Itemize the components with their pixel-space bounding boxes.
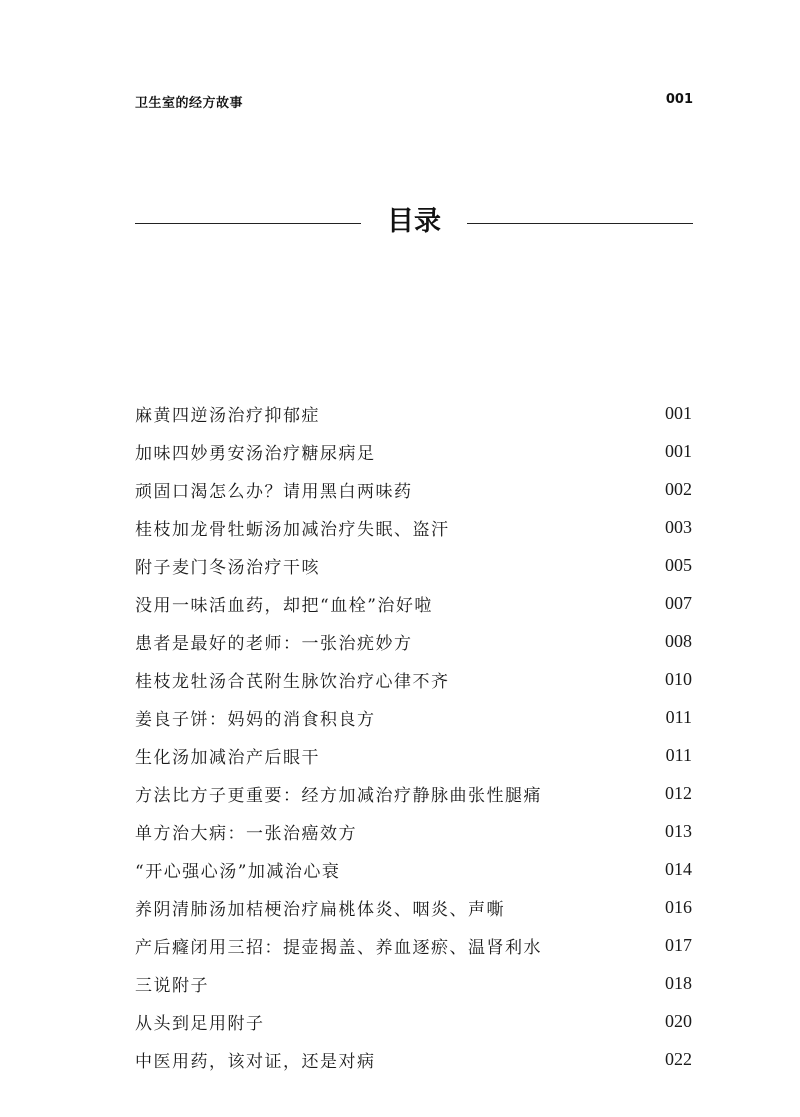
book-title: 卫生室的经方故事 (135, 96, 244, 111)
toc-entry-page: 016 (665, 896, 692, 917)
toc-entry[interactable] (135, 774, 692, 812)
toc-entry-page: 022 (665, 1048, 692, 1069)
toc-entry[interactable] (135, 698, 692, 736)
heading-rule-right (467, 223, 693, 224)
toc-entry[interactable] (135, 850, 692, 888)
toc-entry-page: 011 (665, 744, 692, 765)
toc-entry-title: 没用一味活血药，却把“血栓”治好啦 (135, 595, 433, 616)
toc-entry-title: “开心强心汤”加减治心衰 (135, 861, 341, 882)
toc-entry-title: 桂枝龙牡汤合芪附生脉饮治疗心律不齐 (135, 671, 450, 692)
toc-entry[interactable] (135, 888, 692, 926)
toc-entry[interactable] (135, 1040, 692, 1078)
toc-entry-page: 012 (665, 782, 692, 803)
toc-entry-page: 011 (665, 706, 692, 727)
toc-entry-title: 患者是最好的老师：一张治疣妙方 (135, 633, 413, 654)
toc-entry-title: 姜良子饼：妈妈的消食积良方 (135, 709, 376, 730)
toc-entry[interactable] (135, 546, 692, 584)
toc-entry-page: 001 (665, 402, 692, 423)
toc-entry-title: 中医用药，该对证，还是对病 (135, 1051, 376, 1072)
toc-entry[interactable] (135, 622, 692, 660)
toc-entry-page: 020 (665, 1010, 692, 1031)
toc-entry-page: 007 (665, 592, 692, 613)
toc-entry[interactable] (135, 736, 692, 774)
toc-entry-page: 008 (665, 630, 692, 651)
toc-entry-title: 产后癃闭用三招：提壶揭盖、养血逐瘀、温肾利水 (135, 937, 542, 958)
toc-entry[interactable] (135, 964, 692, 1002)
toc-heading: 目录 (387, 206, 441, 237)
toc-entry[interactable] (135, 660, 692, 698)
toc-entry-title: 三说附子 (135, 975, 209, 996)
toc-entry-title: 附子麦门冬汤治疗干咳 (135, 557, 320, 578)
toc-entry-title: 桂枝加龙骨牡蛎汤加减治疗失眠、盗汗 (135, 519, 450, 540)
toc-entry-title: 方法比方子更重要：经方加减治疗静脉曲张性腿痛 (135, 785, 542, 806)
toc-entry[interactable] (135, 432, 692, 470)
toc-entry-title: 养阴清肺汤加桔梗治疗扁桃体炎、咽炎、声嘶 (135, 899, 505, 920)
toc-entry[interactable] (135, 812, 692, 850)
toc-entry[interactable] (135, 394, 692, 432)
toc-entry-title: 生化汤加减治产后眼干 (135, 747, 320, 768)
toc-entry[interactable] (135, 1002, 692, 1040)
toc-entry-title: 加味四妙勇安汤治疗糖尿病足 (135, 443, 376, 464)
toc-entry-page: 001 (665, 440, 692, 461)
toc-entry-page: 013 (665, 820, 692, 841)
toc-entry-title: 麻黄四逆汤治疗抑郁症 (135, 405, 320, 426)
toc-entry-page: 017 (665, 934, 692, 955)
running-header (135, 92, 693, 112)
toc-entry-title: 从头到足用附子 (135, 1013, 265, 1034)
toc-entry-page: 010 (665, 668, 692, 689)
toc-entry-title: 顽固口渴怎么办？请用黑白两味药 (135, 481, 413, 502)
toc-heading-row (135, 202, 693, 242)
toc-entry[interactable] (135, 470, 692, 508)
toc-entry-page: 014 (665, 858, 692, 879)
toc-entry-page: 002 (665, 478, 692, 499)
toc-entry[interactable] (135, 926, 692, 964)
toc-entry-page: 003 (665, 516, 692, 537)
toc-entry-page: 005 (665, 554, 692, 575)
page-number: 001 (665, 92, 693, 107)
toc-list (135, 394, 692, 1078)
toc-entry-title: 单方治大病：一张治癌效方 (135, 823, 357, 844)
toc-entry[interactable] (135, 508, 692, 546)
toc-entry[interactable] (135, 584, 692, 622)
toc-entry-page: 018 (665, 972, 692, 993)
